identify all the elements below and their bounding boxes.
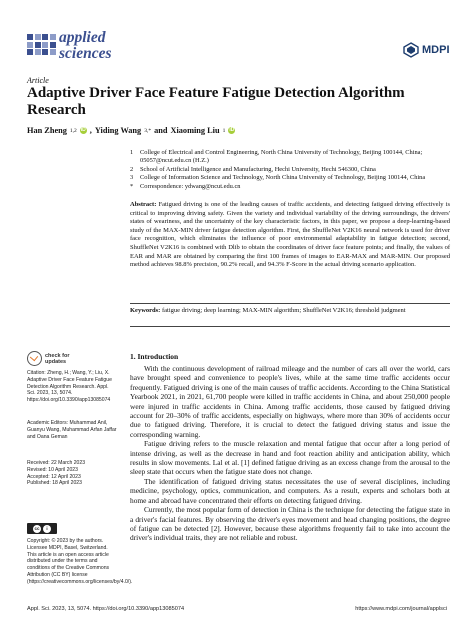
orcid-icon[interactable]: iD	[229, 127, 235, 133]
journal-link[interactable]: https://www.mdpi.com/journal/applsci	[355, 606, 447, 612]
author-affiliation-marker: 1	[222, 127, 226, 134]
keywords-text: fatigue driving; deep learning; MAX-MIN algorithm; ShuffleNet V2K16; threshold judgment	[161, 307, 406, 314]
author-name[interactable]: Han Zheng	[27, 126, 67, 135]
received-date: Received: 22 March 2023	[27, 460, 86, 466]
affiliation-item: 3 College of Information Science and Technology, North China University of Technology, Beijing 100144, China	[130, 174, 426, 182]
affiliations	[130, 149, 450, 191]
page-footer	[27, 606, 447, 612]
orcid-icon[interactable]: iD	[80, 127, 86, 133]
divider	[130, 303, 450, 304]
author-name[interactable]: Yiding Wang	[94, 126, 142, 135]
affiliation-item: 2 School of Artificial Intelligence and Manufacturing, Hechi University, Hechi 546300, China	[130, 165, 376, 173]
copyright-notice: Copyright: © 2023 by the authors. Licensee MDPI, Basel, Switzerland. This article is an open access article distributed under the terms and conditions of the Creative Commons Attribution (CC BY) license (https://creativecommons.org/licenses/by/4.0/).	[27, 538, 133, 585]
check-for-updates-button[interactable]: check for updates	[27, 351, 69, 366]
article-type-label: Article	[27, 76, 49, 85]
keywords	[130, 307, 450, 316]
keywords-label: Keywords:	[130, 307, 161, 314]
body-text	[130, 364, 450, 543]
paragraph: Currently, the most popular form of detection in China is the technique for detecting the fatigue state in a driver's facial features. By observing the driver's eyes movement and head changing positions, the degree of fatigue can be detected [2]. However, because these algorithms frequently fail to take into account the driver's individual traits, they are not reliable and robust.	[130, 505, 450, 543]
page-title: Adaptive Driver Face Feature Fatigue Detection Algorithm Research	[27, 85, 405, 118]
abstract	[130, 201, 450, 270]
abstract-label: Abstract:	[130, 201, 157, 208]
academic-editors: Academic Editors: Muhammad Anil, Guanyu Wang, Muhammad Arfan Jaffar and Oana Geman	[27, 420, 117, 440]
author-affiliation-marker: 1,2	[69, 127, 77, 134]
author-affiliation-marker: 3,*	[144, 127, 152, 134]
accepted-date: Accepted: 12 April 2023	[27, 473, 81, 480]
journal-logo-icon	[27, 34, 55, 58]
paragraph: Fatigue driving refers to the muscle relaxation and mental fatigue that occur after a long period of intense driving, as well as the decrease in hand and foot reaction ability and anticipation ability, which results in slow movements. Lal et al. [1] defined fatigue driving as an excess change from the arousal to the sleep state that occurs when the fatigue state does not change.	[130, 439, 450, 477]
journal-name-line2: sciences	[59, 45, 112, 62]
correspondence: * Correspondence: ydwang@ncut.edu.cn	[130, 182, 241, 190]
check-updates-icon	[27, 351, 42, 366]
affiliation-item: 1 College of Electrical and Control Engineering, North China University of Technology, Beijing 100144, China; 05057@ncut.edu.cn (H.Z.)	[130, 149, 423, 165]
published-date: Published: 18 April 2023	[27, 480, 82, 487]
publisher-name: MDPI	[422, 44, 450, 56]
paragraph: With the continuous development of railroad mileage and the number of cars all over the world, cars have brought speed and convenience to people's lives, while at the same time traffic accidents occur frequently. Fatigued driving is one of the main causes of traffic accidents. According to the China Statistical Yearbook 2021, in 2021, 61,700 people were killed in traffic accidents in China, and about 250,000 people were injured in traffic accidents in China. Among traffic accidents, those caused by fatigued driving account for 20–30% of traffic accidents, especially on highways, where more than 30% of accidents occur due to fatigued driving. Therefore, it is crucial to detect the fatigued driving status and issue the corresponding warning.	[130, 364, 450, 439]
abstract-text: Fatigued driving is one of the leading causes of traffic accidents, and detecting fatigued driving effectively is critical to improving driving safety. Given the variety and individual variability of the driving surroundings, the drivers' states of weariness, and the uncertainty of the key characteristic factors, in this paper, we propose a deep-learning-based study of the MAX-MIN driver fatigue detection algorithm. First, the ShuffleNet V2K16 neural network is used for driver face recognition, which eliminates the influence of poor environmental adaptability in fatigue detection; second, ShuffleNet V2K16 is combined with Dlib to obtain the coordinates of driver face feature points; and finally, the values of EAR and MAR are obtained by comparing the first 100 frames of images to EAR-MAX and MAR-MIN. Our proposed method achieves 98.8% precision, 90.2% recall, and 94.3% F-Score in the actual driving scenario application.	[130, 201, 451, 269]
author-list	[27, 126, 235, 135]
publisher-logo	[403, 42, 450, 58]
author-separator: ,	[89, 126, 92, 135]
journal-name	[59, 30, 112, 62]
footer-citation: Appl. Sci. 2023, 13, 5074. https://doi.org/10.3390/app13085074	[27, 606, 185, 612]
revised-date: Revised: 10 April 2023	[27, 466, 78, 473]
mdpi-logo-icon	[403, 42, 419, 58]
paragraph: The identification of fatigued driving status necessitates the use of several disciplines, including medicine, psychology, optics, communication, and computers. As a result, experts and scholars both at home and abroad have concentrated their efforts on detecting fatigued driving.	[130, 476, 450, 505]
author-separator: and	[154, 126, 168, 135]
author-name[interactable]: Xiaoming Liu	[170, 126, 220, 135]
divider	[130, 326, 450, 327]
citation: Citation: Zheng, H.; Wang, Y.; Liu, X. Adaptive Driver Face Feature Fatigue Detection Algorithm Research. Appl. Sci. 2023, 13, 5074. https://doi.org/10.3390/app13085074	[27, 370, 112, 404]
publication-dates	[27, 460, 117, 487]
journal-name-line1: applied	[59, 29, 106, 46]
section-heading: 1. Introduction	[130, 352, 179, 361]
cc-by-license-icon[interactable]: cc i	[27, 523, 57, 534]
